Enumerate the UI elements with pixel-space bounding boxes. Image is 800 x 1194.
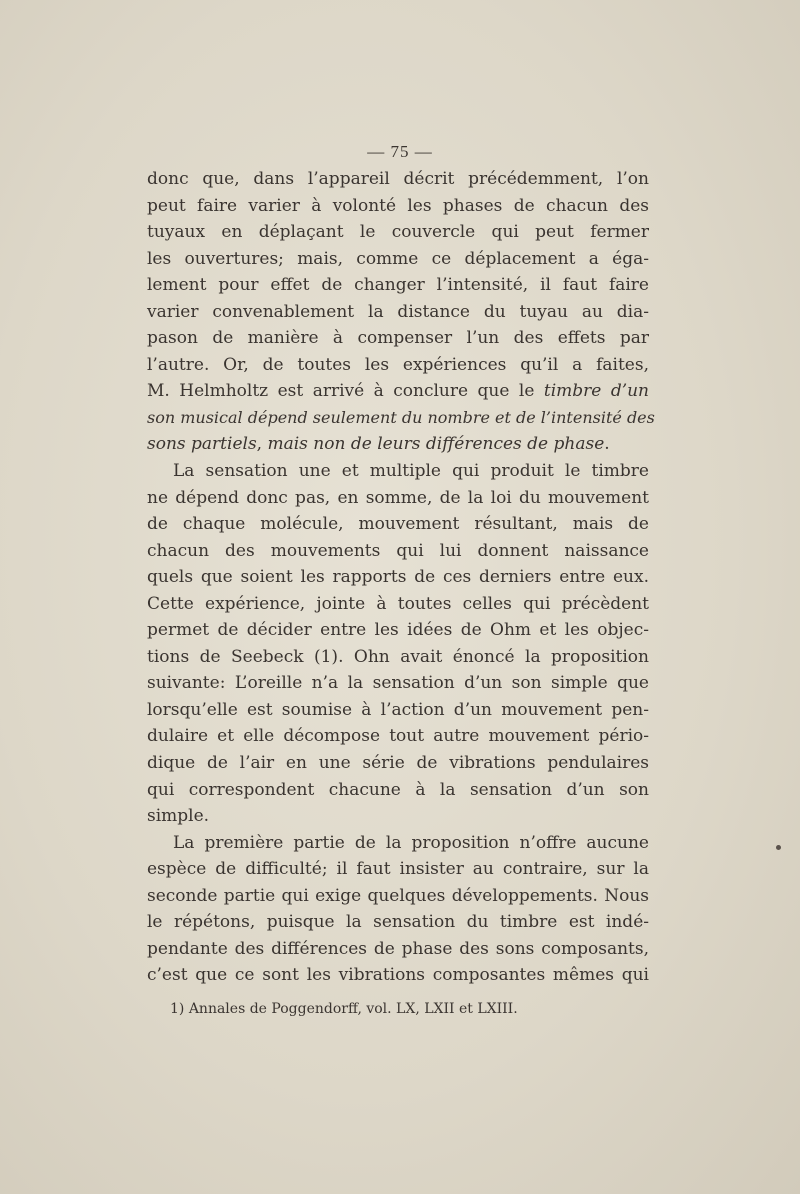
text-line bbox=[147, 166, 649, 193]
text-segment: , bbox=[256, 434, 268, 455]
text-line bbox=[147, 883, 649, 910]
page-number: — 75 — bbox=[367, 142, 433, 161]
text-segment: . bbox=[604, 434, 610, 455]
text-line bbox=[147, 670, 649, 697]
text-segment: seconde partie qui exige quelques développements. Nous bbox=[147, 885, 649, 906]
text-line bbox=[147, 856, 649, 883]
text-segment: lement pour effet de changer l’intensité, il faut faire bbox=[147, 275, 649, 296]
paragraph bbox=[147, 458, 649, 830]
text-line bbox=[147, 936, 649, 963]
text-line bbox=[147, 538, 649, 565]
text-line bbox=[147, 325, 649, 352]
text-segment: espèce de difficulté; il faut insister au contraire, sur la bbox=[147, 859, 649, 880]
text-segment: dulaire et elle décompose tout autre mouvement pério- bbox=[147, 726, 649, 747]
body-text bbox=[147, 166, 655, 989]
text-line bbox=[147, 644, 649, 671]
text-line bbox=[147, 803, 649, 830]
text-line bbox=[147, 378, 649, 405]
text-line bbox=[147, 591, 649, 618]
text-segment: pason de manière à compenser l’un des effets par bbox=[147, 328, 649, 349]
text-segment: donc que, dans l’appareil décrit précédemment, l’on bbox=[147, 169, 649, 189]
text-segment: l’autre. Or, de toutes les expériences qu’il a faites, bbox=[147, 354, 649, 375]
paragraph bbox=[147, 166, 655, 458]
text-segment: varier convenablement la distance du tuyau au dia- bbox=[147, 301, 649, 322]
paragraph bbox=[147, 830, 649, 989]
text-line bbox=[147, 909, 649, 936]
text-line bbox=[147, 485, 649, 512]
text-line bbox=[147, 723, 649, 750]
text-line bbox=[147, 564, 649, 591]
text-segment: tuyaux en déplaçant le couvercle qui peut fermer bbox=[147, 222, 649, 243]
text-line bbox=[147, 219, 649, 246]
text-segment: c’est que ce sont les vibrations composantes mêmes qui bbox=[147, 965, 649, 986]
text-line bbox=[147, 458, 649, 485]
text-segment: Cette expérience, jointe à toutes celles qui précèdent bbox=[147, 593, 649, 614]
text-segment: La première partie de la proposition n’offre aucune bbox=[173, 832, 649, 853]
footnote: 1) Annales de Poggendorff, vol. LX, LXII et LXIII. bbox=[170, 1001, 518, 1017]
text-segment: qui correspondent chacune à la sensation d’un son bbox=[147, 779, 649, 800]
text-segment: pendante des différences de phase des sons composants, bbox=[147, 938, 649, 959]
text-segment: chacun des mouvements qui lui donnent naissance bbox=[147, 540, 649, 561]
text-line bbox=[147, 750, 649, 777]
text-segment: quels que soient les rapports de ces derniers entre eux. bbox=[147, 567, 649, 588]
text-line bbox=[147, 830, 649, 857]
text-segment: de chaque molécule, mouvement résultant, mais de bbox=[147, 514, 649, 535]
italic-segment: mais non de leurs différences de phase bbox=[267, 434, 605, 455]
text-line bbox=[147, 352, 649, 379]
text-segment: les ouvertures; mais, comme ce déplacement a éga- bbox=[147, 248, 649, 269]
text-line bbox=[147, 246, 649, 273]
italic-segment: son musical dépend seulement du nombre et de l’intensité des bbox=[147, 407, 655, 427]
italic-segment: sons partiels bbox=[147, 434, 257, 455]
text-line bbox=[147, 193, 649, 220]
text-segment: La sensation une et multiple qui produit le timbre bbox=[173, 461, 649, 482]
ink-speck bbox=[776, 845, 781, 850]
text-line bbox=[147, 617, 649, 644]
text-line bbox=[147, 511, 649, 538]
text-segment: simple. bbox=[147, 806, 210, 827]
text-segment: tions de Seebeck (1). Ohn avait énoncé la proposition bbox=[147, 646, 649, 667]
text-segment: dique de l’air en une série de vibrations pendulaires bbox=[147, 753, 649, 774]
text-segment: M. Helmholtz est arrivé à conclure que le bbox=[147, 381, 544, 402]
text-segment: peut faire varier à volonté les phases de chacun des bbox=[147, 195, 649, 216]
text-line bbox=[147, 962, 649, 989]
text-segment: ne dépend donc pas, en somme, de la loi du mouvement bbox=[147, 487, 649, 508]
text-segment: permet de décider entre les idées de Ohm et les objec- bbox=[147, 620, 649, 641]
text-line bbox=[147, 777, 649, 804]
text-line bbox=[147, 405, 655, 432]
text-segment: suivante: L’oreille n’a la sensation d’un son simple que bbox=[147, 673, 649, 694]
text-line bbox=[147, 431, 649, 458]
text-line bbox=[147, 697, 649, 724]
text-line bbox=[147, 299, 649, 326]
italic-segment: timbre d’un bbox=[543, 381, 650, 402]
text-segment: le répétons, puisque la sensation du timbre est indé- bbox=[147, 912, 649, 933]
text-line bbox=[147, 272, 649, 299]
text-segment: lorsqu’elle est soumise à l’action d’un mouvement pen- bbox=[147, 699, 649, 720]
